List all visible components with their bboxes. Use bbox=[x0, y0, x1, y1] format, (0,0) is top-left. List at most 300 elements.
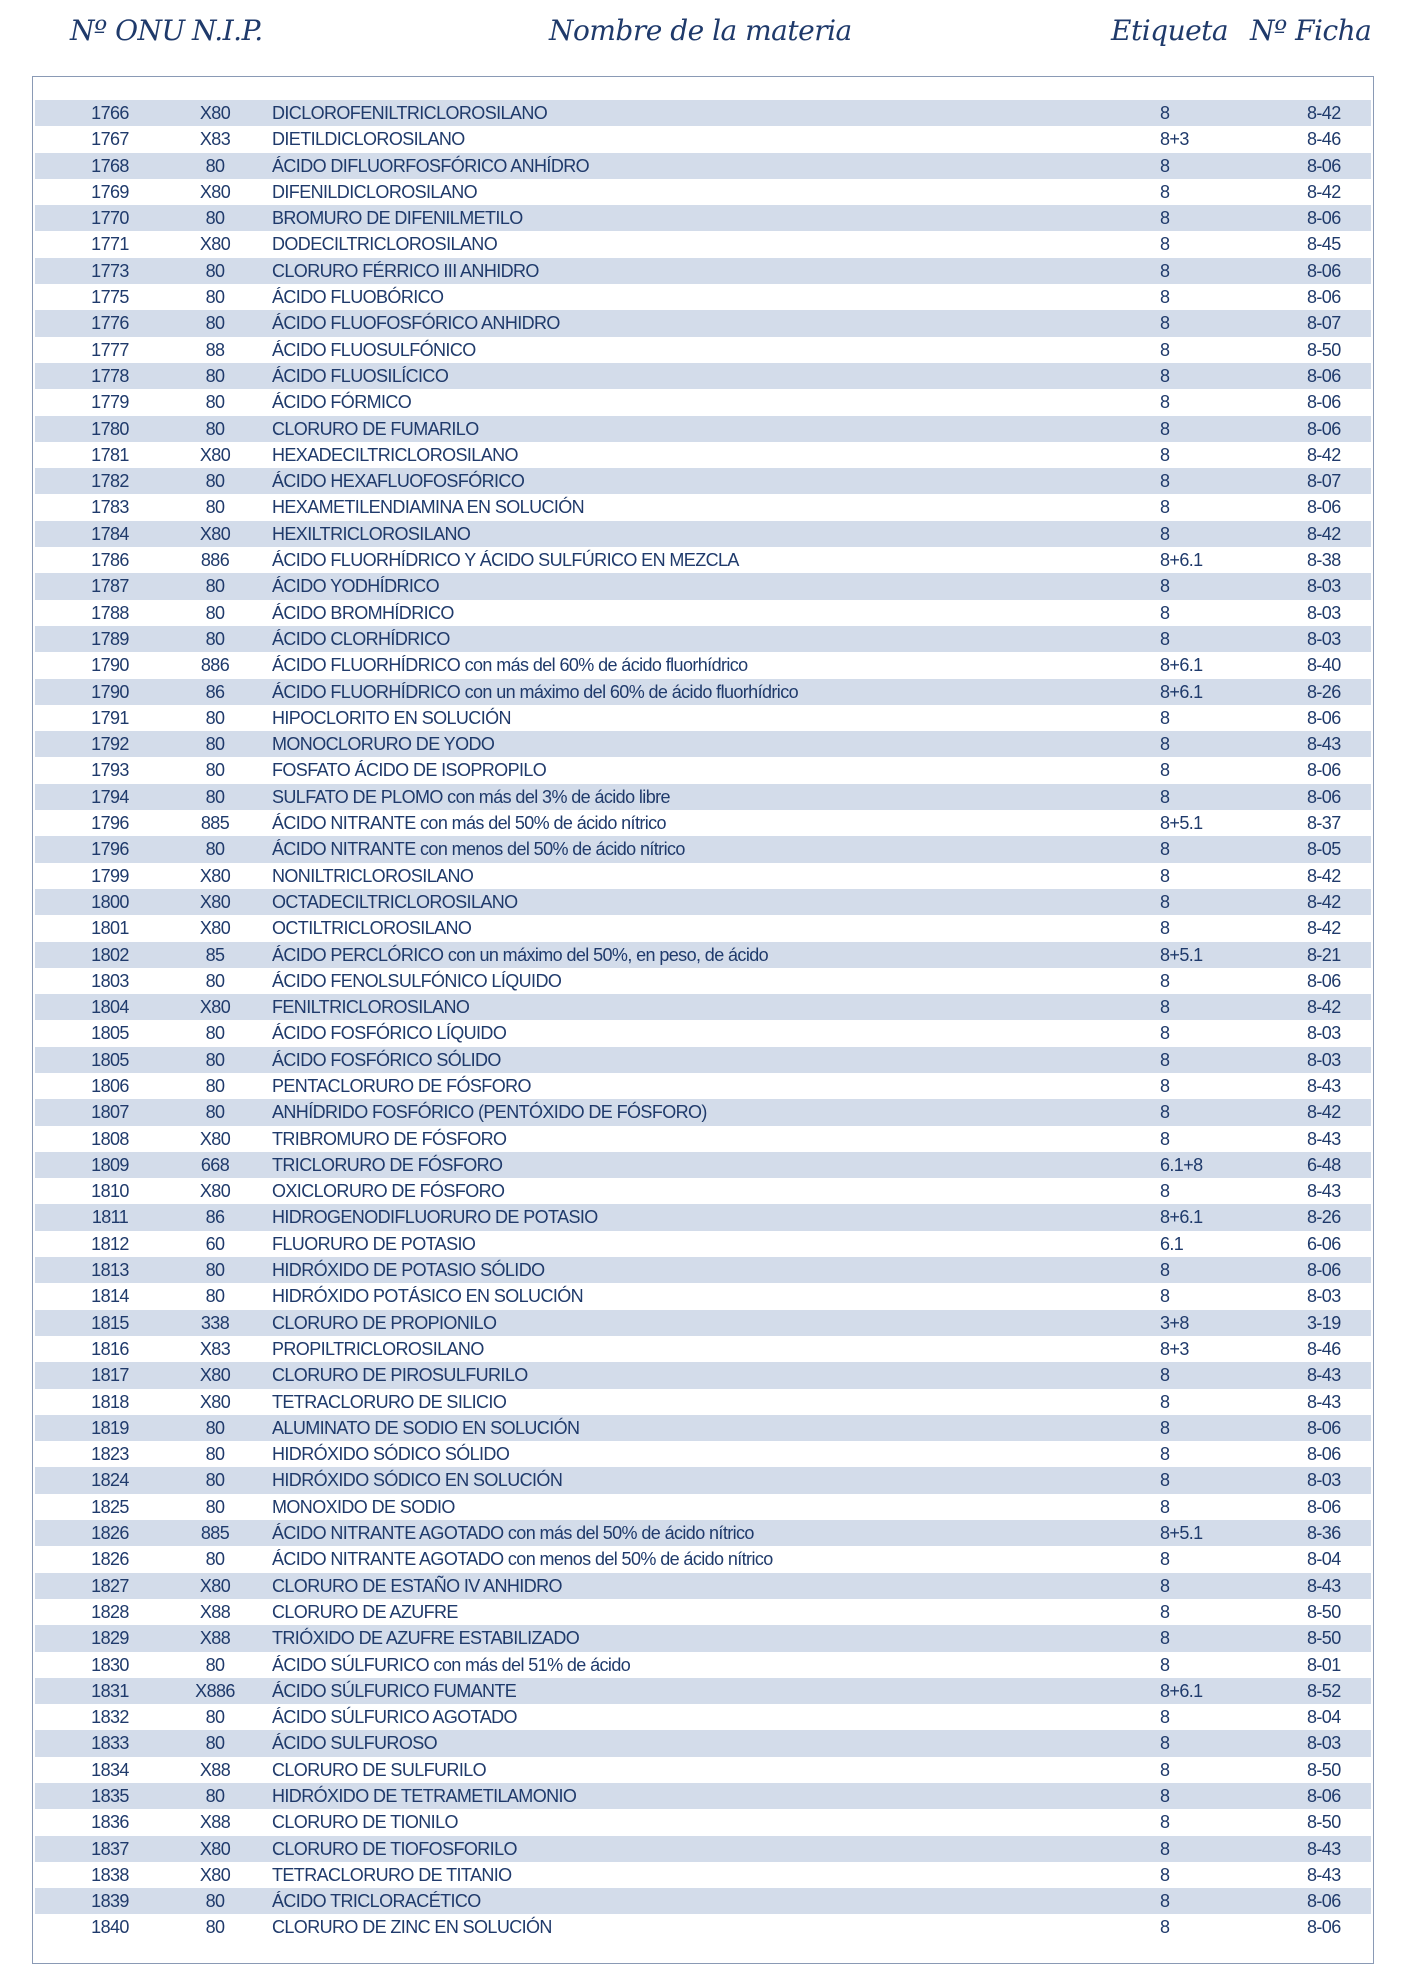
header-etiqueta: Etiqueta bbox=[1111, 14, 1229, 47]
table-row bbox=[35, 468, 1371, 494]
row-name: CLORURO FÉRRICO III ANHIDRO bbox=[272, 260, 539, 281]
table-row bbox=[35, 1283, 1371, 1309]
row-ficha: 8-06 bbox=[1307, 760, 1341, 781]
row-name: ÁCIDO FLUORHÍDRICO Y ÁCIDO SULFÚRICO EN MEZCLA bbox=[272, 550, 739, 571]
table-row bbox=[35, 1126, 1371, 1152]
table-row bbox=[35, 258, 1371, 284]
row-onu: 1773 bbox=[91, 260, 129, 281]
row-ficha: 8-03 bbox=[1307, 628, 1341, 649]
table-row bbox=[35, 1783, 1371, 1809]
row-ficha: 8-06 bbox=[1307, 1444, 1341, 1465]
row-nip: 80 bbox=[205, 208, 225, 229]
row-onu: 1839 bbox=[91, 1891, 129, 1912]
table-row bbox=[35, 942, 1371, 968]
row-onu: 1815 bbox=[91, 1312, 129, 1333]
row-ficha: 8-42 bbox=[1307, 103, 1341, 123]
row-ficha: 8-42 bbox=[1307, 865, 1341, 886]
row-nip: 80 bbox=[205, 970, 225, 991]
table-row bbox=[35, 679, 1371, 705]
row-ficha: 8-03 bbox=[1307, 1733, 1341, 1754]
table-row bbox=[35, 1257, 1371, 1283]
row-onu: 1833 bbox=[91, 1733, 129, 1754]
row-name: FOSFATO ÁCIDO DE ISOPROPILO bbox=[272, 760, 547, 781]
row-onu: 1824 bbox=[91, 1470, 129, 1491]
table-row bbox=[35, 1862, 1371, 1888]
table-row bbox=[35, 547, 1371, 573]
row-ficha: 8-43 bbox=[1307, 1128, 1341, 1149]
row-etiqueta: 8 bbox=[1160, 1864, 1170, 1885]
table-row bbox=[35, 1678, 1371, 1704]
row-ficha: 8-38 bbox=[1307, 550, 1341, 571]
row-etiqueta: 8+6.1 bbox=[1160, 655, 1203, 676]
row-onu: 1794 bbox=[91, 786, 129, 807]
row-nip: 80 bbox=[205, 576, 225, 597]
row-ficha: 8-46 bbox=[1307, 129, 1341, 150]
row-name: ÁCIDO DIFLUORFOSFÓRICO ANHÍDRO bbox=[272, 155, 590, 176]
row-ficha: 6-48 bbox=[1307, 1154, 1341, 1175]
row-nip: 80 bbox=[205, 1733, 225, 1754]
table-row bbox=[35, 994, 1371, 1020]
table-row bbox=[35, 1836, 1371, 1862]
row-onu: 1806 bbox=[91, 1075, 129, 1096]
row-nip: 886 bbox=[200, 655, 230, 676]
row-etiqueta: 8 bbox=[1160, 1023, 1170, 1044]
row-onu: 1816 bbox=[91, 1338, 129, 1359]
row-name: ÁCIDO FLUOFOSFÓRICO ANHIDRO bbox=[272, 313, 560, 334]
row-etiqueta: 8 bbox=[1160, 1049, 1170, 1070]
table-body bbox=[35, 100, 1371, 1941]
row-name: FENILTRICLOROSILANO bbox=[272, 997, 470, 1018]
row-etiqueta: 8 bbox=[1160, 865, 1170, 886]
row-nip: 80 bbox=[205, 418, 225, 439]
row-etiqueta: 8 bbox=[1160, 734, 1170, 755]
table-row bbox=[35, 1389, 1371, 1415]
row-nip: X88 bbox=[199, 1601, 231, 1622]
row-etiqueta: 8 bbox=[1160, 1891, 1170, 1912]
row-ficha: 8-42 bbox=[1307, 997, 1341, 1018]
row-name: DODECILTRICLOROSILANO bbox=[272, 234, 498, 255]
row-etiqueta: 8 bbox=[1160, 628, 1170, 649]
row-onu: 1819 bbox=[91, 1417, 129, 1438]
row-onu: 1825 bbox=[91, 1496, 129, 1517]
row-name: ÁCIDO FLUOBÓRICO bbox=[272, 287, 444, 308]
row-name: MONOCLORURO DE YODO bbox=[272, 734, 495, 755]
row-ficha: 8-03 bbox=[1307, 576, 1341, 597]
row-nip: 80 bbox=[205, 786, 225, 807]
table-row bbox=[35, 1494, 1371, 1520]
table-row bbox=[35, 205, 1371, 231]
row-name: HIDRÓXIDO SÓDICO EN SOLUCIÓN bbox=[272, 1470, 563, 1491]
table-row bbox=[35, 915, 1371, 941]
row-onu: 1776 bbox=[91, 313, 129, 334]
row-ficha: 8-43 bbox=[1307, 1864, 1341, 1885]
row-onu: 1803 bbox=[91, 970, 129, 991]
row-name: OCTADECILTRICLOROSILANO bbox=[272, 891, 518, 912]
row-onu: 1779 bbox=[91, 392, 129, 413]
row-etiqueta: 8 bbox=[1160, 444, 1170, 465]
row-etiqueta: 8 bbox=[1160, 418, 1170, 439]
row-nip: 80 bbox=[205, 155, 225, 176]
row-nip: 60 bbox=[205, 1233, 225, 1254]
row-etiqueta: 8 bbox=[1160, 576, 1170, 597]
row-etiqueta: 8 bbox=[1160, 1654, 1170, 1675]
row-onu: 1801 bbox=[91, 918, 129, 939]
row-nip: 80 bbox=[205, 1891, 225, 1912]
row-etiqueta: 8 bbox=[1160, 392, 1170, 413]
row-onu: 1781 bbox=[91, 444, 129, 465]
row-name: ÁCIDO NITRANTE con más del 50% de ácido nítrico bbox=[272, 813, 666, 834]
row-onu: 1831 bbox=[91, 1680, 129, 1701]
row-nip: 80 bbox=[205, 707, 225, 728]
row-ficha: 8-26 bbox=[1307, 1207, 1341, 1228]
row-onu: 1796 bbox=[91, 839, 129, 860]
row-etiqueta: 8 bbox=[1160, 891, 1170, 912]
row-name: ÁCIDO PERCLÓRICO con un máximo del 50%, en peso, de ácido bbox=[272, 944, 769, 965]
row-nip: 80 bbox=[205, 1654, 225, 1675]
row-nip: 80 bbox=[205, 734, 225, 755]
row-ficha: 8-36 bbox=[1307, 1523, 1341, 1544]
row-onu: 1832 bbox=[91, 1707, 129, 1728]
row-onu: 1768 bbox=[91, 155, 129, 176]
row-etiqueta: 8 bbox=[1160, 155, 1170, 176]
row-ficha: 8-06 bbox=[1307, 287, 1341, 308]
row-name: CLORURO DE TIOFOSFORILO bbox=[272, 1838, 517, 1859]
row-nip: X83 bbox=[199, 1338, 231, 1359]
row-name: ÁCIDO SÚLFURICO FUMANTE bbox=[272, 1680, 517, 1701]
row-ficha: 8-50 bbox=[1307, 1759, 1341, 1780]
row-name: HIDRÓXIDO DE TETRAMETILAMONIO bbox=[272, 1786, 577, 1806]
row-nip: X80 bbox=[199, 1181, 231, 1202]
row-etiqueta: 8+3 bbox=[1160, 129, 1189, 150]
table-row bbox=[35, 1152, 1371, 1178]
row-name: ÁCIDO YODHÍDRICO bbox=[272, 576, 440, 597]
row-name: TRIÓXIDO DE AZUFRE ESTABILIZADO bbox=[272, 1628, 580, 1649]
row-nip: 885 bbox=[200, 813, 230, 834]
row-onu: 1810 bbox=[91, 1181, 129, 1202]
row-onu: 1784 bbox=[91, 523, 129, 544]
row-ficha: 8-06 bbox=[1307, 497, 1341, 518]
row-etiqueta: 8 bbox=[1160, 1759, 1170, 1780]
table-row bbox=[35, 573, 1371, 599]
table-row bbox=[35, 1178, 1371, 1204]
table-row bbox=[35, 626, 1371, 652]
row-name: ÁCIDO NITRANTE AGOTADO con menos del 50% de ácido nítrico bbox=[272, 1549, 773, 1570]
row-name: FLUORURO DE POTASIO bbox=[272, 1233, 476, 1254]
row-nip: 80 bbox=[205, 1917, 225, 1938]
row-etiqueta: 8 bbox=[1160, 1601, 1170, 1622]
row-ficha: 8-43 bbox=[1307, 1575, 1341, 1596]
row-name: HEXILTRICLOROSILANO bbox=[272, 523, 471, 544]
table-row bbox=[35, 1546, 1371, 1572]
header-nip: N.I.P. bbox=[192, 14, 263, 47]
row-name: ÁCIDO FLUORHÍDRICO con un máximo del 60% de ácido fluorhídrico bbox=[272, 681, 799, 702]
header-name: Nombre de la materia bbox=[549, 14, 852, 47]
table-row bbox=[35, 731, 1371, 757]
row-ficha: 8-06 bbox=[1307, 970, 1341, 991]
row-nip: 886 bbox=[200, 550, 230, 571]
table-row bbox=[35, 1415, 1371, 1441]
row-etiqueta: 8 bbox=[1160, 1838, 1170, 1859]
row-name: NONILTRICLOROSILANO bbox=[272, 865, 474, 886]
row-etiqueta: 8 bbox=[1160, 786, 1170, 807]
row-onu: 1808 bbox=[91, 1128, 129, 1149]
row-nip: 80 bbox=[205, 1786, 225, 1806]
table-row bbox=[35, 337, 1371, 363]
row-etiqueta: 8 bbox=[1160, 365, 1170, 386]
row-nip: X80 bbox=[199, 1365, 231, 1386]
table-header bbox=[0, 0, 1408, 70]
row-name: PROPILTRICLOROSILANO bbox=[272, 1338, 484, 1359]
row-name: HEXADECILTRICLOROSILANO bbox=[272, 444, 518, 465]
row-etiqueta: 8 bbox=[1160, 1417, 1170, 1438]
row-name: CLORURO DE PROPIONILO bbox=[272, 1312, 497, 1333]
row-ficha: 8-42 bbox=[1307, 523, 1341, 544]
row-ficha: 8-06 bbox=[1307, 392, 1341, 413]
row-ficha: 8-43 bbox=[1307, 1365, 1341, 1386]
row-etiqueta: 8 bbox=[1160, 1075, 1170, 1096]
row-etiqueta: 8+5.1 bbox=[1160, 1523, 1203, 1544]
row-etiqueta: 8 bbox=[1160, 339, 1170, 360]
row-nip: 80 bbox=[205, 1496, 225, 1517]
row-ficha: 8-06 bbox=[1307, 1891, 1341, 1912]
row-nip: X80 bbox=[199, 234, 231, 255]
table-row bbox=[35, 757, 1371, 783]
table-row bbox=[35, 1073, 1371, 1099]
row-onu: 1780 bbox=[91, 418, 129, 439]
table-row bbox=[35, 1310, 1371, 1336]
row-onu: 1778 bbox=[91, 365, 129, 386]
table-row bbox=[35, 863, 1371, 889]
row-etiqueta: 8 bbox=[1160, 523, 1170, 544]
row-etiqueta: 8 bbox=[1160, 1365, 1170, 1386]
row-name: CLORURO DE PIROSULFURILO bbox=[272, 1365, 528, 1386]
row-nip: 80 bbox=[205, 839, 225, 860]
row-onu: 1790 bbox=[91, 681, 129, 702]
row-ficha: 8-05 bbox=[1307, 839, 1341, 860]
row-nip: 80 bbox=[205, 1075, 225, 1096]
row-ficha: 8-03 bbox=[1307, 1023, 1341, 1044]
row-nip: 86 bbox=[205, 1207, 225, 1228]
row-etiqueta: 8 bbox=[1160, 234, 1170, 255]
row-nip: 80 bbox=[205, 1707, 225, 1728]
row-etiqueta: 6.1+8 bbox=[1160, 1154, 1203, 1175]
row-ficha: 8-01 bbox=[1307, 1654, 1341, 1675]
table-row bbox=[35, 810, 1371, 836]
table-row bbox=[35, 1204, 1371, 1230]
table-row bbox=[35, 1099, 1371, 1125]
row-nip: X80 bbox=[199, 891, 231, 912]
row-nip: X80 bbox=[199, 997, 231, 1018]
row-etiqueta: 8 bbox=[1160, 1786, 1170, 1806]
row-onu: 1788 bbox=[91, 602, 129, 623]
row-name: ÁCIDO FLUOSILÍCICO bbox=[272, 365, 449, 386]
row-etiqueta: 8 bbox=[1160, 1260, 1170, 1281]
row-ficha: 8-46 bbox=[1307, 1338, 1341, 1359]
row-etiqueta: 8 bbox=[1160, 1575, 1170, 1596]
row-etiqueta: 8 bbox=[1160, 1128, 1170, 1149]
row-nip: 80 bbox=[205, 287, 225, 308]
row-onu: 1792 bbox=[91, 734, 129, 755]
row-name: ANHÍDRIDO FOSFÓRICO (PENTÓXIDO DE FÓSFORO) bbox=[272, 1102, 707, 1123]
row-onu: 1800 bbox=[91, 891, 129, 912]
table-row bbox=[35, 153, 1371, 179]
row-onu: 1782 bbox=[91, 471, 129, 492]
row-nip: X80 bbox=[199, 1128, 231, 1149]
row-name: HEXAMETILENDIAMINA EN SOLUCIÓN bbox=[272, 497, 585, 518]
row-onu: 1777 bbox=[91, 339, 129, 360]
row-name: ÁCIDO FÓRMICO bbox=[272, 392, 412, 413]
row-onu: 1796 bbox=[91, 813, 129, 834]
table-row bbox=[35, 310, 1371, 336]
row-name: ÁCIDO SÚLFURICO con más del 51% de ácido bbox=[272, 1654, 631, 1675]
row-nip: X80 bbox=[199, 1391, 231, 1412]
row-onu: 1791 bbox=[91, 707, 129, 728]
row-ficha: 8-06 bbox=[1307, 1417, 1341, 1438]
row-onu: 1813 bbox=[91, 1260, 129, 1281]
row-ficha: 8-06 bbox=[1307, 155, 1341, 176]
row-etiqueta: 8 bbox=[1160, 181, 1170, 202]
row-nip: 885 bbox=[200, 1523, 230, 1544]
row-nip: X83 bbox=[199, 129, 231, 150]
table-row bbox=[35, 784, 1371, 810]
table-row bbox=[35, 1809, 1371, 1835]
row-nip: 80 bbox=[205, 1102, 225, 1123]
row-ficha: 8-42 bbox=[1307, 918, 1341, 939]
row-nip: 80 bbox=[205, 313, 225, 334]
row-etiqueta: 8 bbox=[1160, 1391, 1170, 1412]
row-name: SULFATO DE PLOMO con más del 3% de ácido libre bbox=[272, 786, 670, 807]
row-ficha: 8-06 bbox=[1307, 1260, 1341, 1281]
row-ficha: 8-03 bbox=[1307, 1470, 1341, 1491]
row-name: DIETILDICLOROSILANO bbox=[272, 129, 465, 150]
row-name: MONOXIDO DE SODIO bbox=[272, 1496, 455, 1517]
row-etiqueta: 8 bbox=[1160, 918, 1170, 939]
row-onu: 1807 bbox=[91, 1102, 129, 1123]
row-etiqueta: 8 bbox=[1160, 497, 1170, 518]
row-name: HIDRÓXIDO DE POTASIO SÓLIDO bbox=[272, 1260, 545, 1281]
row-name: TRIBROMURO DE FÓSFORO bbox=[272, 1128, 507, 1149]
row-name: ÁCIDO FOSFÓRICO SÓLIDO bbox=[272, 1049, 501, 1070]
row-name: BROMURO DE DIFENILMETILO bbox=[272, 208, 523, 229]
row-ficha: 8-50 bbox=[1307, 339, 1341, 360]
row-nip: X88 bbox=[199, 1759, 231, 1780]
row-ficha: 8-21 bbox=[1307, 944, 1341, 965]
table-row bbox=[35, 100, 1371, 126]
table-row bbox=[35, 836, 1371, 862]
row-nip: 80 bbox=[205, 1444, 225, 1465]
row-onu: 1837 bbox=[91, 1838, 129, 1859]
row-etiqueta: 8 bbox=[1160, 602, 1170, 623]
row-name: PENTACLORURO DE FÓSFORO bbox=[272, 1075, 531, 1096]
table-row bbox=[35, 1625, 1371, 1651]
row-onu: 1836 bbox=[91, 1812, 129, 1833]
row-etiqueta: 8 bbox=[1160, 1470, 1170, 1491]
row-ficha: 8-06 bbox=[1307, 707, 1341, 728]
table-row bbox=[35, 1888, 1371, 1914]
row-onu: 1805 bbox=[91, 1023, 129, 1044]
row-etiqueta: 6.1 bbox=[1160, 1233, 1184, 1254]
row-nip: 85 bbox=[205, 944, 225, 965]
row-ficha: 8-06 bbox=[1307, 208, 1341, 229]
table-row bbox=[35, 521, 1371, 547]
row-onu: 1786 bbox=[91, 550, 129, 571]
row-ficha: 8-04 bbox=[1307, 1549, 1341, 1570]
row-onu: 1789 bbox=[91, 628, 129, 649]
row-name: ÁCIDO TRICLORACÉTICO bbox=[272, 1891, 481, 1912]
table-row bbox=[35, 1441, 1371, 1467]
row-etiqueta: 8 bbox=[1160, 1707, 1170, 1728]
table-row bbox=[35, 1047, 1371, 1073]
table-row bbox=[35, 889, 1371, 915]
row-ficha: 8-43 bbox=[1307, 734, 1341, 755]
row-name: HIPOCLORITO EN SOLUCIÓN bbox=[272, 707, 511, 728]
table-row bbox=[35, 1704, 1371, 1730]
row-etiqueta: 8+6.1 bbox=[1160, 1680, 1203, 1701]
row-ficha: 8-42 bbox=[1307, 1102, 1341, 1123]
row-ficha: 8-06 bbox=[1307, 1496, 1341, 1517]
row-etiqueta: 8+5.1 bbox=[1160, 813, 1203, 834]
row-ficha: 8-43 bbox=[1307, 1075, 1341, 1096]
table-row bbox=[35, 1520, 1371, 1546]
row-etiqueta: 8 bbox=[1160, 760, 1170, 781]
row-nip: 80 bbox=[205, 602, 225, 623]
row-name: OCTILTRICLOROSILANO bbox=[272, 918, 472, 939]
row-ficha: 6-06 bbox=[1307, 1233, 1341, 1254]
row-ficha: 8-52 bbox=[1307, 1680, 1341, 1701]
row-nip: 668 bbox=[200, 1154, 230, 1175]
row-onu: 1770 bbox=[91, 208, 129, 229]
row-etiqueta: 8 bbox=[1160, 1812, 1170, 1833]
row-etiqueta: 8 bbox=[1160, 313, 1170, 334]
row-onu: 1775 bbox=[91, 287, 129, 308]
row-name: TRICLORURO DE FÓSFORO bbox=[272, 1154, 503, 1175]
row-onu: 1834 bbox=[91, 1759, 129, 1780]
row-ficha: 8-07 bbox=[1307, 471, 1341, 492]
row-ficha: 8-43 bbox=[1307, 1391, 1341, 1412]
row-nip: 80 bbox=[205, 1417, 225, 1438]
table-row bbox=[35, 1757, 1371, 1783]
row-name: HIDRÓXIDO SÓDICO SÓLIDO bbox=[272, 1444, 510, 1465]
row-nip: 80 bbox=[205, 471, 225, 492]
table-row bbox=[35, 652, 1371, 678]
table-row bbox=[35, 1020, 1371, 1046]
row-name: CLORURO DE SULFURILO bbox=[272, 1759, 487, 1780]
row-ficha: 8-50 bbox=[1307, 1628, 1341, 1649]
table-row bbox=[35, 600, 1371, 626]
row-ficha: 8-50 bbox=[1307, 1812, 1341, 1833]
row-ficha: 8-06 bbox=[1307, 365, 1341, 386]
table-row bbox=[35, 126, 1371, 152]
row-name: CLORURO DE FUMARILO bbox=[272, 418, 479, 439]
row-onu: 1802 bbox=[91, 944, 129, 965]
row-etiqueta: 8+6.1 bbox=[1160, 550, 1203, 571]
row-name: TETRACLORURO DE TITANIO bbox=[272, 1864, 512, 1885]
row-name: CLORURO DE ZINC EN SOLUCIÓN bbox=[272, 1917, 552, 1938]
row-onu: 1787 bbox=[91, 576, 129, 597]
row-ficha: 8-07 bbox=[1307, 313, 1341, 334]
row-etiqueta: 8+3 bbox=[1160, 1338, 1189, 1359]
table-row bbox=[35, 231, 1371, 257]
row-nip: 88 bbox=[205, 339, 225, 360]
row-etiqueta: 8+5.1 bbox=[1160, 944, 1203, 965]
row-onu: 1793 bbox=[91, 760, 129, 781]
row-nip: 80 bbox=[205, 392, 225, 413]
row-ficha: 8-06 bbox=[1307, 418, 1341, 439]
row-ficha: 8-37 bbox=[1307, 813, 1341, 834]
table-row bbox=[35, 1914, 1371, 1940]
row-onu: 1823 bbox=[91, 1444, 129, 1465]
row-onu: 1835 bbox=[91, 1786, 129, 1806]
